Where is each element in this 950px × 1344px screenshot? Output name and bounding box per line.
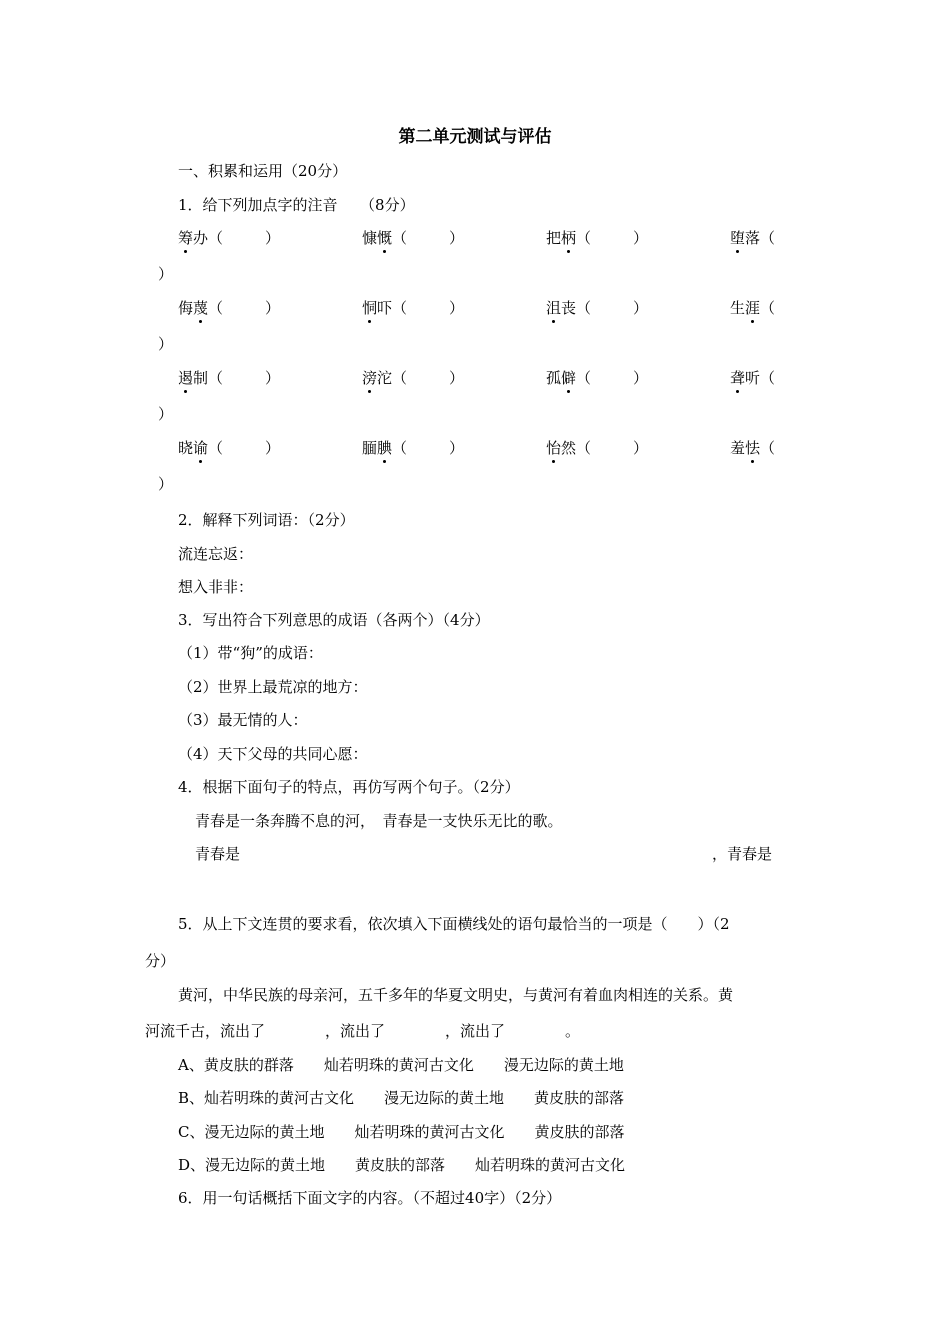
answer-paren-open: （	[208, 299, 224, 317]
answer-paren-open: （	[208, 369, 224, 387]
q3-item: （2）世界上最荒凉的地方：	[178, 678, 368, 696]
word-char: 怯	[745, 439, 761, 457]
word-char: 办	[193, 229, 209, 247]
word-char: 生	[730, 299, 746, 317]
word-char: 把	[546, 229, 562, 247]
word-char: 堕	[730, 229, 746, 247]
question-1-heading: 1．给下列加点字的注音 （8分）	[178, 196, 415, 214]
q5-option-b: B、灿若明珠的黄河古文化 漫无边际的黄土地 黄皮肤的部落	[178, 1089, 625, 1107]
section-heading: 一、积累和运用（20分）	[178, 162, 348, 180]
answer-paren-open: （	[576, 229, 592, 247]
question-5-heading: 5．从上下文连贯的要求看，依次填入下面横线处的语句最恰当的一项是（ ）（2	[178, 915, 730, 933]
word-char: 沮	[546, 299, 562, 317]
word-char: 僻	[561, 369, 577, 387]
q3-item: （4）天下父母的共同心愿：	[178, 745, 368, 763]
answer-paren-open: （	[576, 439, 592, 457]
answer-paren-open: （	[208, 229, 224, 247]
answer-paren-open: （	[392, 439, 408, 457]
pinyin-item	[362, 368, 464, 388]
pinyin-item	[730, 228, 775, 248]
answer-paren-close: ）	[633, 229, 649, 247]
q2-item: 想入非非：	[178, 578, 254, 596]
answer-paren-close: ）	[633, 439, 649, 457]
pinyin-item	[546, 368, 648, 388]
word-char: 慨	[377, 229, 393, 247]
answer-paren-open: （	[392, 229, 408, 247]
answer-paren-close: ）	[158, 405, 174, 423]
q5-option-d: D、漫无边际的黄土地 黄皮肤的部落 灿若明珠的黄河古文化	[178, 1156, 626, 1174]
q4-blank-start: 青春是	[195, 845, 241, 863]
page-title: 第二单元测试与评估	[398, 127, 552, 147]
answer-paren-open: （	[760, 299, 776, 317]
answer-paren-close: ）	[158, 475, 174, 493]
word-char: 晓	[178, 439, 194, 457]
answer-paren-open: （	[760, 369, 776, 387]
answer-paren-open: （	[392, 369, 408, 387]
word-char: 聋	[730, 369, 746, 387]
question-2-heading: 2．解释下列词语：（2分）	[178, 511, 355, 529]
pinyin-item	[362, 228, 464, 248]
answer-paren-open: （	[760, 229, 776, 247]
word-char: 涯	[745, 299, 761, 317]
pinyin-item	[362, 438, 464, 458]
answer-paren-close: ）	[158, 265, 174, 283]
q3-item: （1）带“狗”的成语：	[178, 644, 323, 662]
word-char: 谕	[193, 439, 209, 457]
pinyin-item	[546, 298, 648, 318]
word-char: 落	[745, 229, 761, 247]
word-char: 沱	[377, 369, 393, 387]
pinyin-item	[546, 228, 648, 248]
pinyin-item	[178, 438, 280, 458]
answer-paren-close: ）	[633, 299, 649, 317]
q4-example: 青春是一条奔腾不息的河， 青春是一支快乐无比的歌。	[195, 812, 563, 830]
word-char: 腼	[362, 439, 378, 457]
word-char: 慷	[362, 229, 378, 247]
answer-paren-close: ）	[449, 299, 465, 317]
answer-paren-close: ）	[449, 369, 465, 387]
question-3-heading: 3．写出符合下列意思的成语（各两个）（4分）	[178, 611, 490, 629]
pinyin-item	[362, 298, 464, 318]
question-4-heading: 4．根据下面句子的特点，再仿写两个句子。（2分）	[178, 778, 520, 796]
answer-paren-open: （	[208, 439, 224, 457]
word-char: 吓	[377, 299, 393, 317]
pinyin-item	[178, 228, 280, 248]
answer-paren-close: ）	[265, 299, 281, 317]
word-char: 遏	[178, 369, 194, 387]
answer-paren-open: （	[576, 299, 592, 317]
pinyin-item	[730, 368, 775, 388]
q5-option-c: C、漫无边际的黄土地 灿若明珠的黄河古文化 黄皮肤的部落	[178, 1123, 625, 1141]
word-char: 蔑	[193, 299, 209, 317]
pinyin-item	[730, 298, 775, 318]
word-char: 羞	[730, 439, 746, 457]
answer-paren-close: ）	[449, 439, 465, 457]
q3-item: （3）最无情的人：	[178, 711, 308, 729]
pinyin-item	[178, 298, 280, 318]
pinyin-item	[730, 438, 775, 458]
answer-paren-close: ）	[265, 369, 281, 387]
word-char: 腆	[377, 439, 393, 457]
q5-passage: 黄河，中华民族的母亲河，五千多年的华夏文明史，与黄河有着血肉相连的关系。黄	[178, 986, 734, 1004]
question-5-heading-cont: 分）	[145, 952, 176, 970]
word-char: 侮	[178, 299, 194, 317]
word-char: 制	[193, 369, 209, 387]
word-char: 筹	[178, 229, 194, 247]
pinyin-item	[546, 438, 648, 458]
answer-paren-open: （	[760, 439, 776, 457]
answer-paren-close: ）	[633, 369, 649, 387]
word-char: 恫	[362, 299, 378, 317]
word-char: 然	[561, 439, 577, 457]
answer-paren-close: ）	[449, 229, 465, 247]
answer-paren-open: （	[576, 369, 592, 387]
answer-paren-close: ）	[265, 439, 281, 457]
word-char: 柄	[561, 229, 577, 247]
q2-item: 流连忘返：	[178, 545, 254, 563]
answer-paren-open: （	[392, 299, 408, 317]
word-char: 孤	[546, 369, 562, 387]
word-char: 听	[745, 369, 761, 387]
word-char: 怡	[546, 439, 562, 457]
q5-option-a: A、黄皮肤的群落 灿若明珠的黄河古文化 漫无边际的黄土地	[178, 1056, 624, 1074]
q5-passage-cont: 河流千古，流出了 ，流出了 ，流出了 。	[145, 1022, 581, 1040]
answer-paren-close: ）	[158, 335, 174, 353]
q4-blank-mid: ，青春是	[712, 845, 773, 863]
question-6-heading: 6．用一句话概括下面文字的内容。（不超过40字）（2分）	[178, 1189, 562, 1207]
pinyin-item	[178, 368, 280, 388]
word-char: 滂	[362, 369, 378, 387]
answer-paren-close: ）	[265, 229, 281, 247]
word-char: 丧	[561, 299, 577, 317]
